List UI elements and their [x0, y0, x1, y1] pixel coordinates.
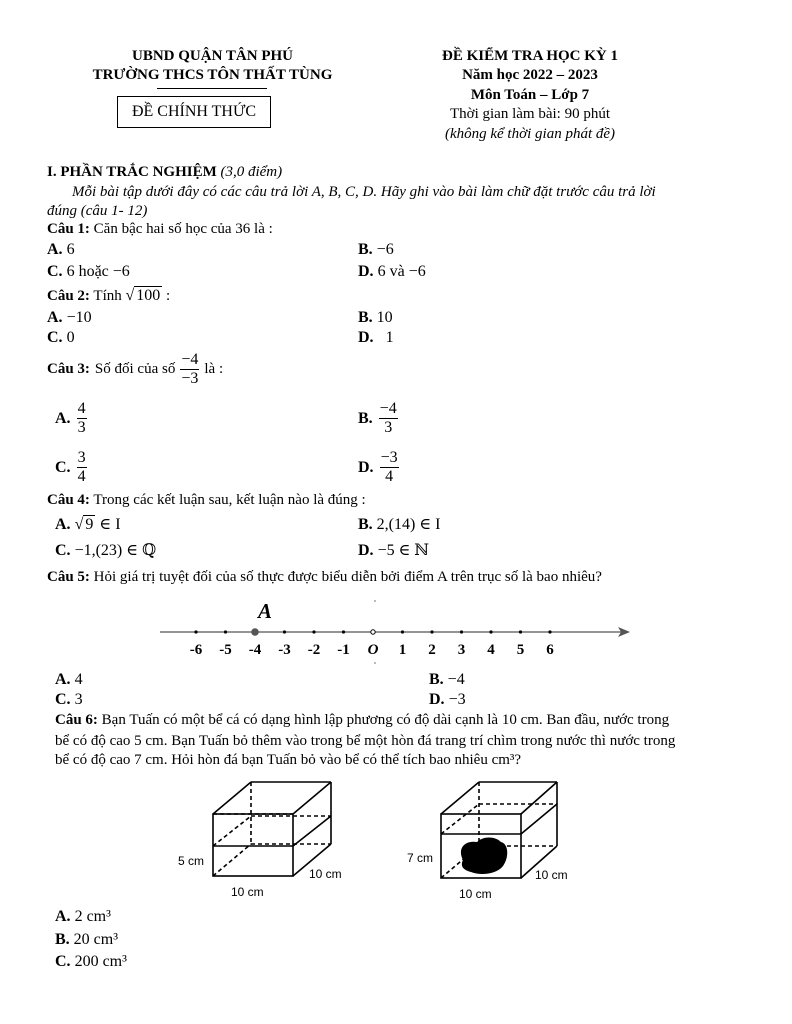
- fig2-depth-label: 10 cm: [535, 868, 568, 882]
- tick-label: 5: [516, 642, 525, 658]
- option-label: C.: [55, 691, 71, 708]
- denominator: 4: [77, 468, 86, 485]
- option-label: A.: [55, 908, 71, 925]
- numerator: −4: [181, 351, 199, 368]
- option-label: A.: [55, 671, 71, 688]
- question-2-label: Câu 2:: [47, 288, 90, 304]
- question-2-text: Tính: [93, 288, 122, 304]
- official-exam-box: ĐỀ CHÍNH THỨC: [117, 96, 271, 128]
- q1-option-d: [358, 263, 426, 281]
- question-4-text: Trong các kết luận sau, kết luận nào là đúng :: [93, 492, 366, 508]
- point-a-label: A: [257, 599, 273, 623]
- tick-dot: [224, 630, 227, 633]
- fig1-height-label: 5 cm: [178, 854, 205, 868]
- tick-label: O: [367, 642, 379, 658]
- denominator: 4: [385, 468, 394, 485]
- q3-option-c: [55, 449, 87, 486]
- numerator: 4: [77, 400, 86, 417]
- tick-dot: [430, 630, 433, 633]
- tick-dot: [460, 630, 463, 633]
- school-district: UBND QUẬN TÂN PHÚ: [132, 48, 293, 64]
- option-label: C.: [55, 542, 71, 559]
- time-limit: Thời gian làm bài: 90 phút: [450, 106, 610, 122]
- q3-option-d: [358, 449, 399, 486]
- question-6-line-2: bể có độ cao 5 cm. Bạn Tuấn bỏ thêm vào trong bể một hòn đá trang trí chìm trong nước thì nước trong: [55, 733, 676, 749]
- option-value: 4: [74, 671, 83, 688]
- tick-dot: [194, 630, 197, 633]
- q4-option-a: [55, 514, 121, 534]
- tick-label: -5: [219, 642, 232, 658]
- option-label: B.: [358, 516, 373, 533]
- point-a-dot: [251, 628, 259, 636]
- option-value: −3: [448, 691, 466, 708]
- option-label: B.: [429, 671, 444, 688]
- exam-title: ĐỀ KIỂM TRA HỌC KỲ 1: [442, 48, 618, 64]
- section-points: (3,0 điểm): [220, 164, 283, 180]
- option-value: ∈ I: [99, 516, 121, 533]
- q5-option-a: [55, 671, 83, 689]
- school-year: Năm học 2022 – 2023: [462, 67, 598, 83]
- q2-option-a: [47, 309, 92, 327]
- option-label: D.: [358, 329, 374, 346]
- q5-option-c: [55, 691, 83, 709]
- question-2-tail: :: [166, 288, 171, 304]
- option-label: A.: [47, 309, 63, 326]
- tick-label: 2: [428, 642, 436, 658]
- number-line: [150, 594, 640, 666]
- school-name: TRƯỜNG THCS TÔN THẤT TÙNG: [92, 67, 333, 83]
- option-value: −4: [447, 671, 465, 688]
- option-label: D.: [358, 263, 374, 280]
- denominator: 3: [384, 419, 393, 436]
- question-4: [47, 492, 366, 509]
- tick-dot: [371, 630, 375, 634]
- fig2-width-label: 10 cm: [459, 887, 492, 901]
- q6-option-b: [55, 931, 118, 949]
- question-6-line-3: bể có độ cao 7 cm. Hỏi hòn đá bạn Tuấn bỏ vào bể có thể tích bao nhiêu cm³?: [55, 752, 522, 768]
- option-value: −5 ∈ ℕ: [377, 542, 430, 559]
- radicand: 9: [85, 516, 94, 533]
- fraction: [380, 449, 399, 486]
- option-label: B.: [358, 409, 373, 427]
- question-6: [55, 712, 669, 729]
- option-value: 1: [385, 329, 394, 346]
- sqrt-expression: √ 9: [74, 516, 94, 533]
- option-label: C.: [55, 953, 71, 970]
- q6-option-a: [55, 908, 111, 926]
- fig2-height-label: 7 cm: [407, 851, 434, 865]
- option-label: A.: [55, 409, 71, 427]
- tick-label: 6: [546, 642, 554, 658]
- q3-option-b: [358, 400, 398, 437]
- numerator: −3: [380, 449, 398, 466]
- option-label: B.: [55, 931, 70, 948]
- option-value: 3: [74, 691, 83, 708]
- cube-figure-initial: [175, 778, 365, 903]
- question-5-label: Câu 5:: [47, 569, 90, 585]
- question-1-text: Căn bậc hai số học của 36 là :: [93, 221, 273, 237]
- fraction: [379, 400, 398, 437]
- tick-dot: [519, 630, 522, 633]
- option-label: B.: [358, 309, 373, 326]
- denominator: −3: [181, 370, 199, 387]
- question-5-text: Hỏi giá trị tuyệt đối của số thực được biểu diễn bởi điểm A trên trục số là bao nhiêu?: [93, 569, 602, 585]
- tick-dot: [548, 630, 551, 633]
- tick-dot: [283, 630, 286, 633]
- tick-dot: [312, 630, 315, 633]
- q5-option-d: [429, 691, 466, 709]
- tick-label: -3: [278, 642, 291, 658]
- option-value: −6: [376, 241, 394, 258]
- option-value: 20 cm³: [73, 931, 119, 948]
- q1-option-a: [47, 241, 75, 259]
- option-label: D.: [429, 691, 445, 708]
- q4-option-c: [55, 540, 156, 560]
- q2-option-b: [358, 309, 393, 327]
- fraction: [77, 449, 87, 486]
- tick-dot: [401, 630, 404, 633]
- tick-label: 1: [398, 642, 407, 658]
- denominator: 3: [77, 419, 86, 436]
- tick-label: -2: [307, 642, 321, 658]
- question-3-text: Số đối của số: [94, 361, 176, 377]
- sqrt-expression: √ 100: [125, 287, 161, 304]
- stone-icon: [461, 838, 507, 875]
- q1-option-b: [358, 241, 394, 259]
- fig1-width-label: 10 cm: [231, 885, 264, 899]
- option-label: B.: [358, 241, 373, 258]
- section-title-text: I. PHẦN TRẮC NGHIỆM: [47, 164, 217, 180]
- instruction-line-1: Mỗi bài tập dưới đây có các câu trả lời A, B, C, D. Hãy ghi vào bài làm chữ đặt trước câu trả lời: [72, 184, 656, 200]
- numerator: 3: [77, 449, 86, 466]
- question-5: [47, 569, 602, 586]
- question-2: [47, 287, 170, 305]
- question-1-label: Câu 1:: [47, 221, 90, 237]
- option-label: C.: [47, 263, 63, 280]
- numerator: −4: [379, 400, 397, 417]
- question-1: [47, 221, 273, 238]
- section-title: [47, 164, 282, 181]
- option-value: 6: [66, 241, 75, 258]
- instruction-line-2: đúng (câu 1- 12): [47, 203, 148, 219]
- option-label: D.: [358, 458, 374, 476]
- question-3-label: Câu 3:: [47, 361, 90, 377]
- fraction: [77, 400, 87, 437]
- q2-option-c: [47, 329, 75, 347]
- option-value: 0: [66, 329, 75, 346]
- option-label: A.: [55, 516, 71, 533]
- tick-dot: [342, 630, 345, 633]
- tick-label: -4: [248, 642, 262, 658]
- option-label: C.: [55, 458, 71, 476]
- option-value: −10: [66, 309, 92, 326]
- q5-option-b: [429, 671, 465, 689]
- question-3-tail: là :: [204, 361, 224, 377]
- option-value: −1,(23) ∈ ℚ: [74, 542, 157, 559]
- tick-label: -6: [189, 642, 203, 658]
- question-4-label: Câu 4:: [47, 492, 90, 508]
- option-value: 2,(14) ∈ I: [376, 516, 441, 533]
- subject: Môn Toán – Lớp 7: [470, 87, 590, 103]
- tick-dot: [489, 630, 492, 633]
- tick-label: 3: [457, 642, 466, 658]
- option-label: D.: [358, 542, 374, 559]
- option-value: 200 cm³: [74, 953, 127, 970]
- question-6-line-1: Bạn Tuấn có một bể cá có dạng hình lập phương có độ dài cạnh là 10 cm. Ban đầu, nước trong: [101, 712, 670, 728]
- option-value: 2 cm³: [74, 908, 111, 925]
- option-label: C.: [47, 329, 63, 346]
- q4-option-b: [358, 514, 441, 534]
- option-value: 10: [376, 309, 393, 326]
- option-value: 6 và −6: [377, 263, 426, 280]
- q3-option-a: [55, 400, 87, 437]
- number-line-labels: [190, 642, 555, 658]
- q4-option-d: [358, 540, 429, 560]
- q1-option-c: [47, 263, 130, 281]
- tick-label: 4: [487, 642, 495, 658]
- option-label: A.: [47, 241, 63, 258]
- time-note: (không kể thời gian phát đề): [444, 126, 616, 142]
- cube-figure-with-stone: [405, 778, 595, 903]
- fraction: [180, 351, 199, 388]
- q6-option-c: [55, 953, 127, 971]
- fig1-depth-label: 10 cm: [309, 867, 342, 881]
- q2-option-d: [358, 329, 394, 347]
- question-6-label: Câu 6:: [55, 712, 98, 728]
- question-3: [47, 351, 223, 388]
- header-underline: [157, 88, 267, 89]
- option-value: 6 hoặc −6: [66, 263, 130, 280]
- radicand: 100: [136, 287, 161, 304]
- tick-label: -1: [337, 642, 350, 658]
